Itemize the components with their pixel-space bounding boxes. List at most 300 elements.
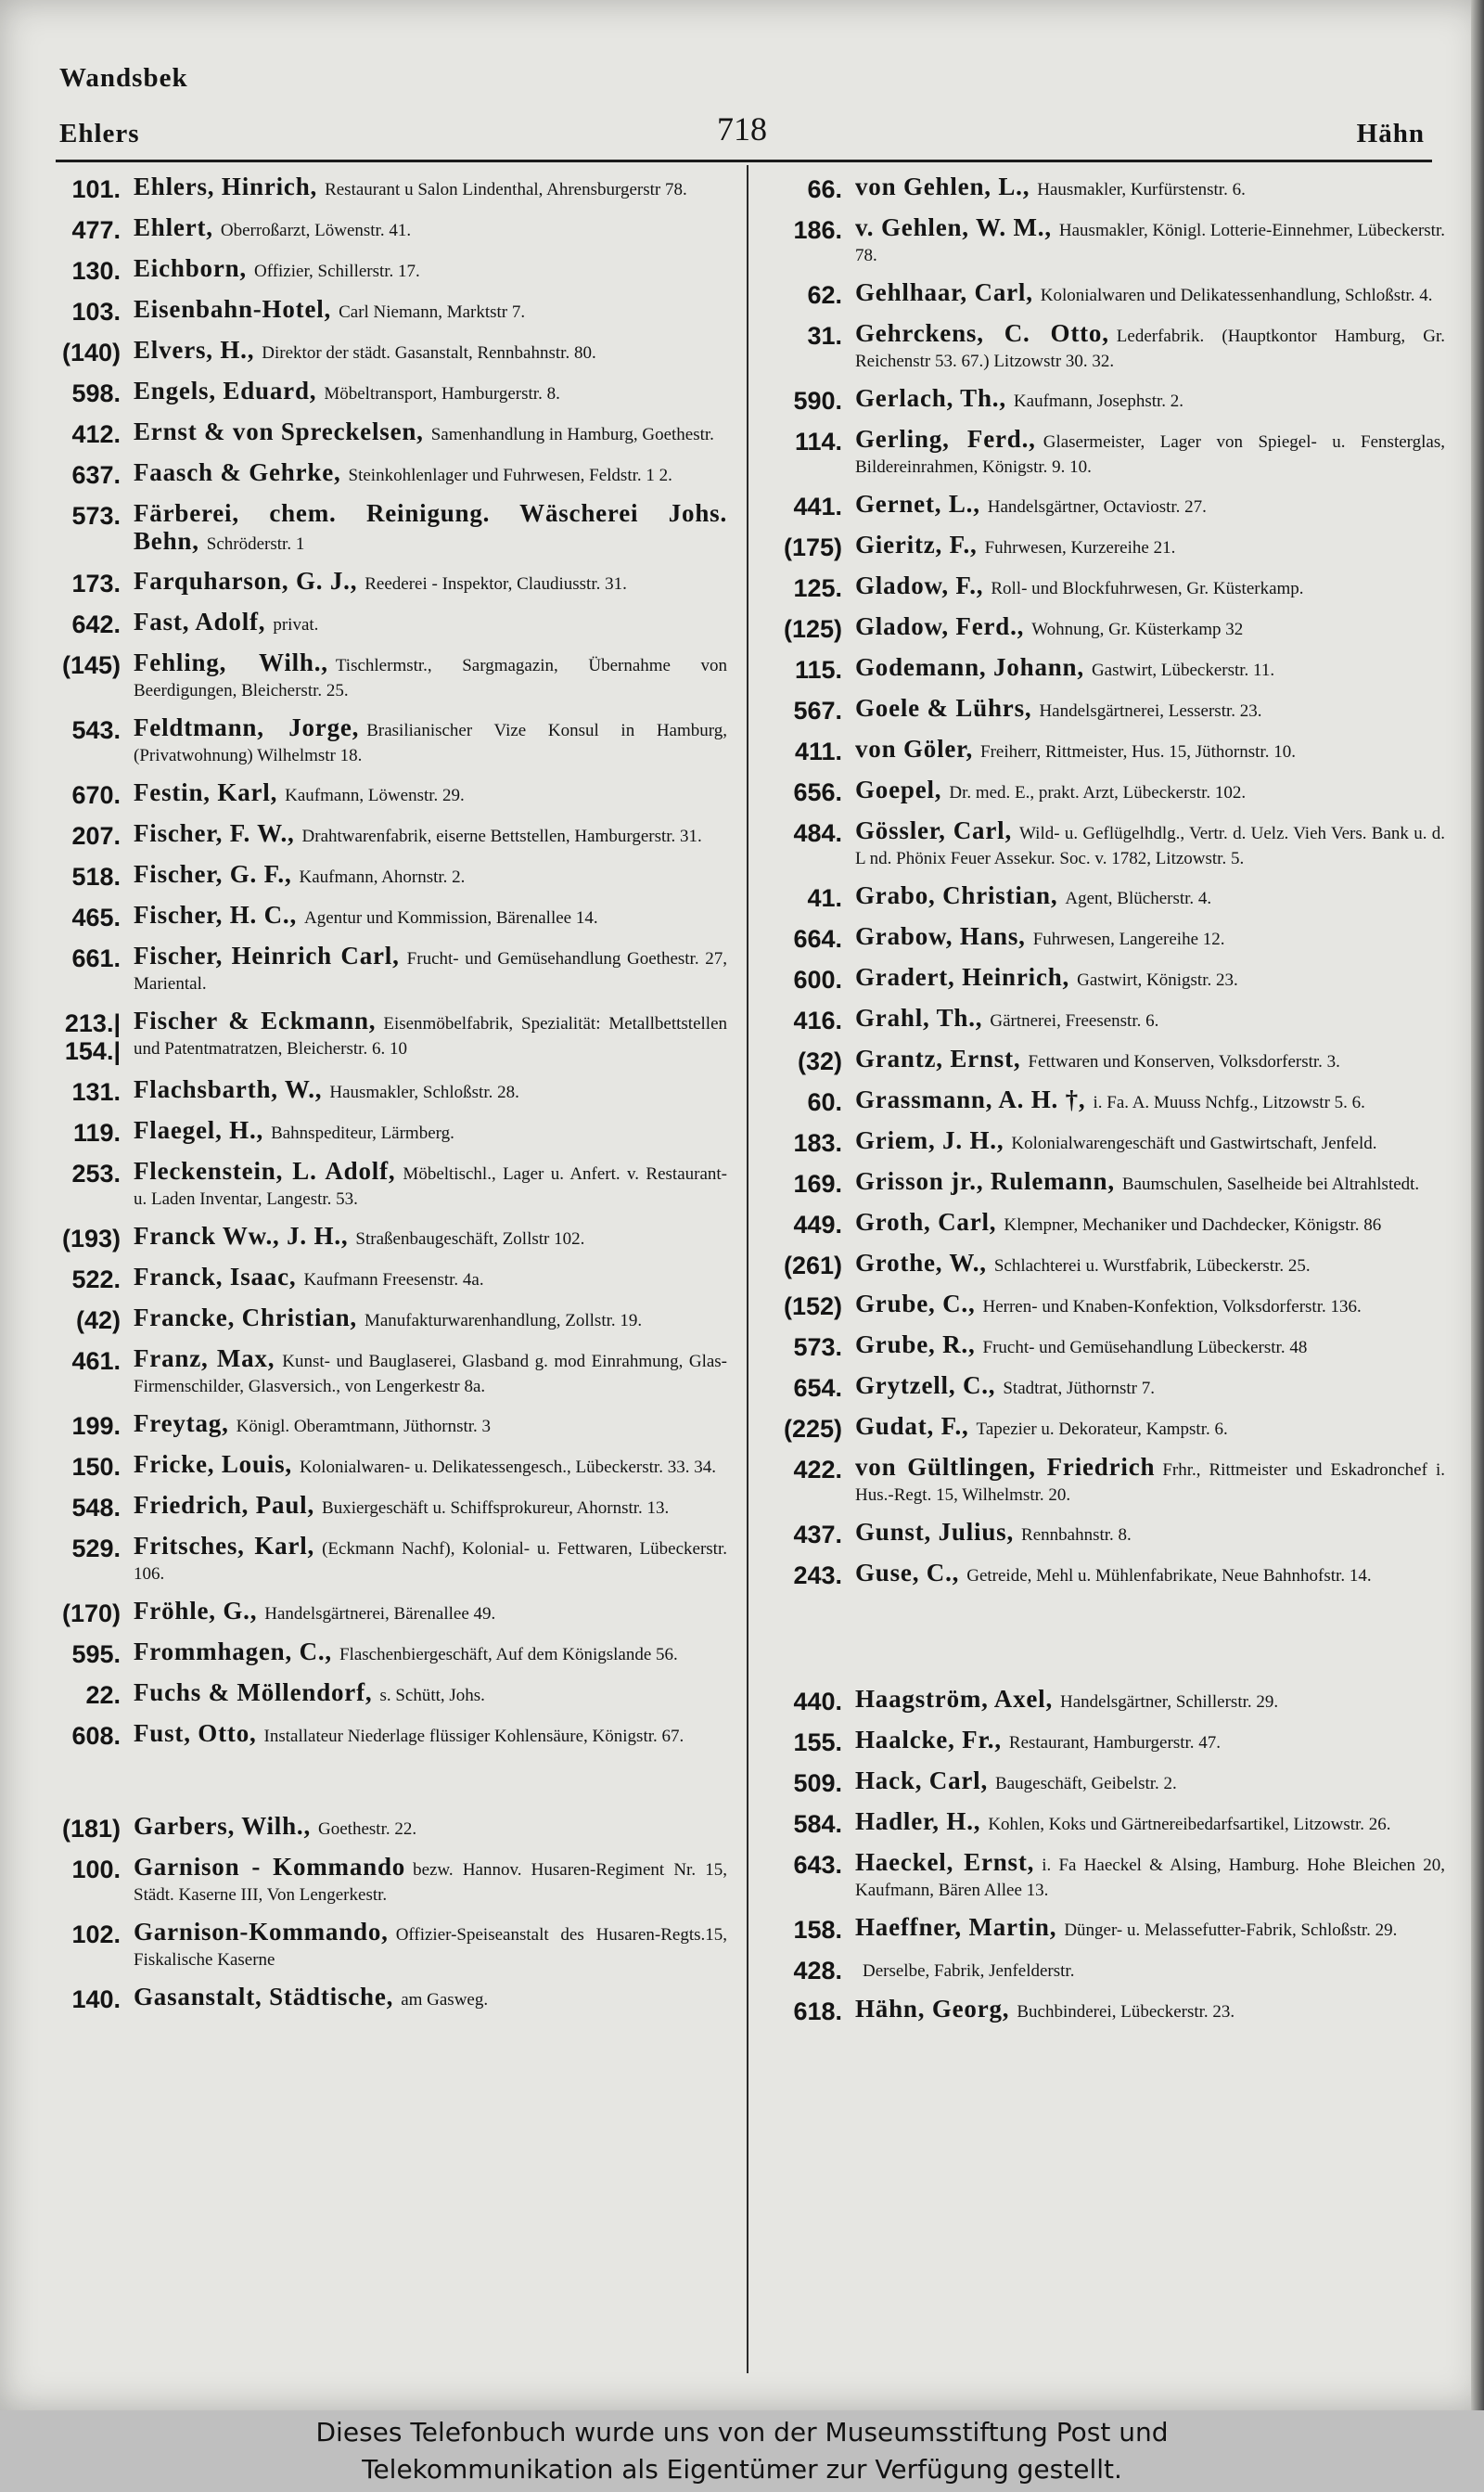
directory-entry bbox=[762, 965, 1445, 994]
entry-text bbox=[855, 737, 1445, 764]
phone-number: 600. bbox=[793, 966, 842, 994]
directory-entry bbox=[41, 903, 727, 931]
subscriber-detail: Dr. med. E., prakt. Arzt, Lübeckerstr. 102. bbox=[949, 783, 1247, 803]
directory-entry bbox=[762, 737, 1445, 765]
subscriber-name: Gudat, F., bbox=[855, 1412, 969, 1440]
directory-entry bbox=[762, 1210, 1445, 1239]
subscriber-detail: Hausmakler, Schloßstr. 28. bbox=[329, 1083, 519, 1102]
subscriber-name: Fuchs & Möllendorf, bbox=[134, 1678, 373, 1706]
directory-entry bbox=[762, 1956, 1445, 1985]
phone-number: 642. bbox=[71, 610, 121, 638]
subscriber-name: Grantz, Ernst, bbox=[855, 1045, 1021, 1073]
subscriber-name: Goele & Lührs, bbox=[855, 694, 1032, 722]
entry-text bbox=[855, 573, 1445, 601]
directory-entry bbox=[762, 215, 1445, 268]
directory-entry bbox=[762, 1332, 1445, 1361]
entry-text bbox=[855, 1809, 1445, 1837]
subscriber-name: Garnison - Kommando bbox=[134, 1853, 406, 1881]
town-heading: Wandsbek bbox=[59, 63, 188, 93]
subscriber-detail: Kaufmann Freesenstr. 4a. bbox=[303, 1270, 484, 1290]
entry-text bbox=[855, 386, 1445, 414]
phone-number: 441. bbox=[793, 493, 842, 520]
directory-entry bbox=[762, 1561, 1445, 1589]
entry-text bbox=[134, 215, 727, 243]
subscriber-detail: Brasilianischer Vize Konsul in Hamburg, (Privatwohnung) Wilhelmstr 18. bbox=[134, 721, 728, 765]
directory-entry bbox=[41, 379, 727, 407]
directory-entry bbox=[41, 715, 727, 768]
subscriber-detail: Frucht- und Gemüsehandlung Lübeckerstr. 48 bbox=[982, 1338, 1308, 1357]
subscriber-name: Friedrich, Paul, bbox=[134, 1491, 315, 1519]
subscriber-detail: Buxiergeschäft u. Schiffsprokureur, Ahornstr. 13. bbox=[322, 1498, 670, 1518]
phone-number: 416. bbox=[793, 1007, 842, 1034]
subscriber-name: Franck Ww., J. H., bbox=[134, 1222, 349, 1250]
phone-number: 618. bbox=[793, 1997, 842, 2025]
subscriber-name: Grothe, W., bbox=[855, 1249, 987, 1277]
phone-number: 150. bbox=[71, 1453, 121, 1481]
directory-entry bbox=[41, 1118, 727, 1147]
subscriber-detail: Möbeltischl., Lager u. Anfert. v. Restaurant- u. Laden Inventar, Langestr. 53. bbox=[134, 1164, 728, 1209]
entry-text bbox=[855, 1455, 1445, 1508]
phone-number: (181) bbox=[61, 1815, 121, 1843]
subscriber-detail: Fuhrwesen, Langereihe 12. bbox=[1032, 930, 1225, 949]
directory-entry bbox=[41, 1534, 727, 1586]
subscriber-detail: Gastwirt, Königstr. 23. bbox=[1077, 970, 1238, 990]
subscriber-name: Garbers, Wilh., bbox=[134, 1812, 312, 1840]
phone-number: 654. bbox=[793, 1374, 842, 1402]
entry-text bbox=[134, 1639, 727, 1667]
phone-number: 183. bbox=[793, 1129, 842, 1157]
entry-text bbox=[134, 1452, 727, 1480]
phone-number: 60. bbox=[807, 1088, 842, 1116]
subscriber-detail: Gärtnerei, Freesenstr. 6. bbox=[990, 1011, 1159, 1031]
directory-entry bbox=[762, 1687, 1445, 1715]
phone-number: 608. bbox=[71, 1722, 121, 1750]
subscriber-name: Fast, Adolf, bbox=[134, 608, 266, 636]
phone-number: 199. bbox=[71, 1412, 121, 1440]
directory-entry bbox=[762, 1251, 1445, 1279]
phone-number: 103. bbox=[71, 298, 121, 326]
entry-text bbox=[134, 1814, 727, 1842]
directory-entry bbox=[762, 321, 1445, 374]
directory-entry bbox=[762, 1850, 1445, 1903]
subscriber-name: Hadler, H., bbox=[855, 1807, 981, 1835]
entry-text bbox=[855, 174, 1445, 202]
entry-text bbox=[134, 1118, 727, 1146]
subscriber-detail: Goethestr. 22. bbox=[318, 1819, 417, 1839]
subscriber-name: Fleckenstein, L. Adolf, bbox=[134, 1157, 396, 1185]
subscriber-name: v. Gehlen, W. M., bbox=[855, 213, 1052, 241]
entry-text bbox=[855, 696, 1445, 724]
subscriber-detail: Hausmakler, Kurfürstenstr. 6. bbox=[1037, 180, 1246, 199]
entry-text bbox=[855, 1128, 1445, 1156]
directory-entry bbox=[762, 1997, 1445, 2025]
entry-text bbox=[134, 1008, 727, 1061]
right-column bbox=[762, 174, 1445, 2373]
subscriber-name: Gradert, Heinrich, bbox=[855, 963, 1070, 991]
phone-number: 253. bbox=[71, 1160, 121, 1188]
entry-text bbox=[855, 1561, 1445, 1588]
directory-entry bbox=[41, 1855, 727, 1908]
subscriber-name: Fritsches, Karl, bbox=[134, 1532, 315, 1560]
phone-number: 100. bbox=[71, 1856, 121, 1883]
subscriber-detail: Getreide, Mehl u. Mühlenfabrikate, Neue Bahnhofstr. 14. bbox=[966, 1566, 1372, 1586]
subscriber-name: Grube, R., bbox=[855, 1330, 976, 1358]
entry-text bbox=[134, 715, 727, 768]
directory-entry bbox=[762, 492, 1445, 520]
phone-number: (175) bbox=[783, 533, 842, 561]
entry-text bbox=[855, 777, 1445, 805]
subscriber-detail: Schröderstr. 1 bbox=[206, 534, 305, 554]
entry-text bbox=[855, 1414, 1445, 1442]
directory-entry bbox=[41, 1008, 727, 1065]
subscriber-detail: Offizier-Speiseanstalt des Husaren-Regts.15, Fiskalische Kaserne bbox=[134, 1925, 727, 1970]
subscriber-detail: privat. bbox=[273, 615, 319, 635]
directory-entry bbox=[41, 780, 727, 809]
entry-text bbox=[855, 280, 1445, 308]
subscriber-name: Fust, Otto, bbox=[134, 1719, 257, 1747]
subscriber-detail: Freiherr, Rittmeister, Hus. 15, Jüthornstr. 10. bbox=[980, 742, 1296, 762]
phone-number: 595. bbox=[71, 1640, 121, 1668]
directory-entry bbox=[41, 338, 727, 366]
subscriber-name: Festin, Karl, bbox=[134, 778, 278, 806]
footer-notice bbox=[0, 2410, 1484, 2492]
subscriber-detail: Baumschulen, Saselheide bei Altrahlstedt. bbox=[1121, 1175, 1420, 1194]
subscriber-detail: Glasermeister, Lager von Spiegel- u. Fensterglas, Bildereinrahmen, Königstr. 9. 10. bbox=[855, 432, 1445, 477]
subscriber-name: Franz, Max, bbox=[134, 1344, 275, 1372]
directory-entry bbox=[762, 533, 1445, 561]
phone-number: 598. bbox=[71, 379, 121, 407]
entry-text bbox=[134, 174, 727, 202]
subscriber-detail: Reederei - Inspektor, Claudiusstr. 31. bbox=[365, 574, 627, 594]
entry-text bbox=[134, 862, 727, 890]
directory-entry bbox=[41, 610, 727, 638]
subscriber-name: Francke, Christian, bbox=[134, 1304, 357, 1331]
phone-number: 125. bbox=[793, 574, 842, 602]
entry-text bbox=[134, 1411, 727, 1439]
entry-text bbox=[855, 1373, 1445, 1401]
phone-number: 411. bbox=[794, 738, 842, 765]
subscriber-name: Grube, C., bbox=[855, 1290, 976, 1317]
subscriber-detail: Handelsgärtner, Octaviostr. 27. bbox=[987, 497, 1207, 517]
phone-number: 131. bbox=[71, 1078, 121, 1106]
subscriber-name: Ehlert, bbox=[134, 213, 213, 241]
directory-entry bbox=[762, 777, 1445, 806]
phone-number: 213.| 154.| bbox=[64, 1009, 121, 1065]
directory-entry bbox=[762, 1291, 1445, 1320]
subscriber-detail: Tapezier u. Dekorateur, Kampstr. 6. bbox=[976, 1419, 1228, 1439]
subscriber-detail: Agentur und Kommission, Bärenallee 14. bbox=[304, 908, 598, 928]
directory-entry bbox=[41, 1265, 727, 1293]
subscriber-name: Grabo, Christian, bbox=[855, 881, 1058, 909]
subscriber-detail: Königl. Oberamtmann, Jüthornstr. 3 bbox=[236, 1417, 492, 1436]
entry-text bbox=[855, 1997, 1445, 2024]
subscriber-detail: Manufakturwarenhandlung, Zollstr. 19. bbox=[364, 1311, 643, 1330]
phone-number: 465. bbox=[71, 904, 121, 931]
entry-text bbox=[855, 1087, 1445, 1115]
directory-entry bbox=[762, 1455, 1445, 1508]
directory-entry bbox=[41, 419, 727, 448]
subscriber-name: Grytzell, C., bbox=[855, 1371, 996, 1399]
subscriber-detail: Schlachterei u. Wurstfabrik, Lübeckerstr. 25. bbox=[993, 1256, 1311, 1276]
phone-number: 518. bbox=[71, 863, 121, 891]
subscriber-detail: Kaufmann, Ahornstr. 2. bbox=[299, 867, 466, 887]
directory-entry bbox=[762, 280, 1445, 309]
subscriber-detail: Lederfabrik. (Hauptkontor Hamburg, Gr. Reichenstr 53. 67.) Litzowstr 30. 32. bbox=[855, 327, 1445, 371]
directory-entry bbox=[762, 655, 1445, 684]
entry-text bbox=[134, 1920, 727, 1972]
directory-entry bbox=[41, 1452, 727, 1481]
entry-text bbox=[855, 965, 1445, 993]
phone-number: 101. bbox=[71, 175, 121, 203]
phone-number: 155. bbox=[793, 1728, 842, 1756]
directory-entry bbox=[762, 1809, 1445, 1838]
entry-text bbox=[134, 903, 727, 931]
subscriber-name: Färberei, chem. Reinigung. Wäscherei Johs. Behn, bbox=[134, 499, 727, 555]
subscriber-name: Fischer, Heinrich Carl, bbox=[134, 942, 400, 970]
phone-number: 186. bbox=[793, 216, 842, 244]
subscriber-name: Gössler, Carl, bbox=[855, 816, 1012, 844]
phone-number: 548. bbox=[71, 1494, 121, 1522]
footer-line-2: Telekommunikation als Eigentümer zur Verfügung gestellt. bbox=[362, 2454, 1122, 2485]
subscriber-name: Grabow, Hans, bbox=[855, 922, 1026, 950]
directory-entry bbox=[762, 1414, 1445, 1443]
directory-entry bbox=[762, 174, 1445, 203]
subscriber-detail: Direktor der städt. Gasanstalt, Rennbahnstr. 80. bbox=[262, 343, 596, 363]
directory-entry bbox=[41, 1159, 727, 1212]
phone-number: 656. bbox=[793, 778, 842, 806]
running-head-right: Hähn bbox=[1356, 119, 1425, 148]
subscriber-detail: am Gasweg. bbox=[401, 1990, 489, 2010]
subscriber-detail: Kohlen, Koks und Gärtnereibedarfsartikel, Litzowstr. 26. bbox=[988, 1815, 1391, 1834]
entry-text bbox=[855, 1047, 1445, 1074]
subscriber-name: Haagström, Axel, bbox=[855, 1685, 1054, 1713]
subscriber-name: von Gültlingen, Friedrich bbox=[855, 1453, 1156, 1481]
phone-number: 477. bbox=[71, 216, 121, 244]
phone-number: 41. bbox=[807, 884, 842, 912]
entry-text bbox=[134, 297, 727, 325]
entry-text bbox=[855, 1006, 1445, 1034]
header-rule bbox=[56, 160, 1432, 162]
phone-number: 169. bbox=[793, 1170, 842, 1198]
phone-number: 140. bbox=[71, 1985, 121, 2013]
subscriber-name: Fischer & Eckmann, bbox=[134, 1007, 377, 1034]
directory-entry bbox=[41, 1346, 727, 1399]
phone-number: 670. bbox=[71, 781, 121, 809]
directory-entry bbox=[41, 944, 727, 996]
subscriber-detail: Kolonialwaren und Delikatessenhandlung, Schloßstr. 4. bbox=[1040, 286, 1433, 305]
entry-text bbox=[134, 944, 727, 996]
entry-text bbox=[134, 650, 727, 703]
entry-text bbox=[855, 1210, 1445, 1238]
phone-number: (140) bbox=[61, 339, 121, 366]
subscriber-detail: Tischlermstr., Sargmagazin, Übernahme von Beerdigungen, Bleicherstr. 25. bbox=[134, 656, 728, 700]
subscriber-name: Ernst & von Spreckelsen, bbox=[134, 417, 424, 445]
subscriber-detail: Installateur Niederlage flüssiger Kohlensäure, Königstr. 67. bbox=[263, 1727, 684, 1746]
subscriber-name: Franck, Isaac, bbox=[134, 1263, 297, 1291]
subscriber-detail: Möbeltransport, Hamburgerstr. 8. bbox=[324, 384, 560, 404]
entry-text bbox=[134, 1680, 727, 1708]
subscriber-detail: Steinkohlenlager und Fuhrwesen, Feldstr. 1 2. bbox=[348, 466, 672, 485]
subscriber-detail: Samenhandlung in Hamburg, Goethestr. bbox=[430, 425, 714, 444]
entry-text bbox=[134, 569, 727, 597]
phone-number: 573. bbox=[71, 502, 121, 530]
subscriber-detail: Wild- u. Geflügelhdlg., Vertr. d. Uelz. Vieh Vers. Bank u. d. L nd. Phönix Feuer Assekur. Soc. v. 1782, Litzowstr. 5. bbox=[855, 824, 1445, 868]
running-head-left: Ehlers bbox=[59, 119, 140, 148]
phone-number: 529. bbox=[71, 1535, 121, 1562]
directory-entry bbox=[762, 386, 1445, 415]
subscriber-detail: i. Fa Haeckel & Alsing, Hamburg. Hohe Bleichen 20, Kaufmann, Bären Allee 13. bbox=[855, 1856, 1445, 1900]
subscriber-detail: Klempner, Mechaniker und Dachdecker, Königstr. 86 bbox=[1004, 1215, 1382, 1235]
entry-text bbox=[134, 610, 727, 637]
directory-entry bbox=[41, 1224, 727, 1252]
subscriber-name: Farquharson, G. J., bbox=[134, 567, 358, 595]
entry-text bbox=[855, 1956, 1445, 1984]
column-divider bbox=[747, 165, 748, 2373]
subscriber-detail: Handelsgärtnerei, Lesserstr. 23. bbox=[1039, 701, 1262, 721]
phone-number: 207. bbox=[71, 822, 121, 850]
entry-text bbox=[134, 1159, 727, 1212]
subscriber-detail: Derselbe, Fabrik, Jenfelderstr. bbox=[863, 1961, 1075, 1981]
subscriber-detail: i. Fa. A. Muuss Nchfg., Litzowstr 5. 6. bbox=[1093, 1093, 1365, 1112]
entry-text bbox=[855, 1915, 1445, 1943]
directory-entry bbox=[762, 573, 1445, 602]
entry-text bbox=[855, 614, 1445, 642]
subscriber-name: von Gehlen, L., bbox=[855, 173, 1030, 200]
left-column bbox=[41, 174, 727, 2373]
entry-text bbox=[134, 1493, 727, 1521]
subscriber-name: Grassmann, A. H. †, bbox=[855, 1085, 1086, 1113]
entry-text bbox=[855, 1687, 1445, 1715]
entry-text bbox=[134, 460, 727, 488]
phone-number: 158. bbox=[793, 1916, 842, 1944]
directory-entry bbox=[41, 821, 727, 850]
subscriber-detail: Bahnspediteur, Lärmberg. bbox=[271, 1124, 454, 1143]
entry-text bbox=[134, 1721, 727, 1749]
directory-entry bbox=[762, 1047, 1445, 1075]
subscriber-name: Fricke, Louis, bbox=[134, 1450, 292, 1478]
entry-text bbox=[134, 1534, 727, 1586]
letter-section-gap bbox=[762, 1601, 1445, 1687]
subscriber-name: Flachsbarth, W., bbox=[134, 1075, 323, 1103]
phone-number: 114. bbox=[794, 428, 842, 456]
subscriber-detail: (Eckmann Nachf), Kolonial- u. Fettwaren, Lübeckerstr. 106. bbox=[134, 1539, 727, 1584]
phone-number: 484. bbox=[793, 819, 842, 847]
phone-number: (225) bbox=[783, 1415, 842, 1443]
subscriber-detail: s. Schütt, Johs. bbox=[379, 1686, 485, 1705]
subscriber-detail: Straßenbaugeschäft, Zollstr 102. bbox=[355, 1229, 585, 1249]
subscriber-name: Guse, C., bbox=[855, 1559, 960, 1586]
directory-entry bbox=[41, 650, 727, 703]
subscriber-detail: Carl Niemann, Marktstr 7. bbox=[339, 302, 526, 322]
subscriber-name: Hähn, Georg, bbox=[855, 1995, 1010, 2023]
subscriber-name: Griem, J. H., bbox=[855, 1126, 1004, 1154]
directory-entry bbox=[41, 1305, 727, 1334]
entry-text bbox=[134, 821, 727, 849]
phone-number: 66. bbox=[807, 175, 842, 203]
subscriber-name: Groth, Carl, bbox=[855, 1208, 997, 1236]
entry-text bbox=[855, 818, 1445, 871]
subscriber-detail: Gastwirt, Lübeckerstr. 11. bbox=[1091, 661, 1275, 680]
subscriber-name: Elvers, H., bbox=[134, 336, 255, 364]
subscriber-detail: Kaufmann, Löwenstr. 29. bbox=[285, 786, 465, 805]
subscriber-detail: Eisenmöbelfabrik, Spezialität: Metallbettstellen und Patentmatratzen, Bleicherstr. 6. 10 bbox=[134, 1014, 727, 1059]
subscriber-detail: Herren- und Knaben-Konfektion, Volksdorferstr. 136. bbox=[982, 1297, 1362, 1317]
subscriber-name: Haalcke, Fr., bbox=[855, 1726, 1002, 1753]
subscriber-name: Haeffner, Martin, bbox=[855, 1913, 1057, 1941]
subscriber-name: Hack, Carl, bbox=[855, 1766, 989, 1794]
entry-text bbox=[855, 1332, 1445, 1360]
subscriber-name: Godemann, Johann, bbox=[855, 653, 1084, 681]
subscriber-name: Haeckel, Ernst, bbox=[855, 1848, 1035, 1876]
subscriber-name: Fischer, H. C., bbox=[134, 901, 297, 929]
directory-entry bbox=[41, 569, 727, 597]
subscriber-name: von Göler, bbox=[855, 735, 974, 763]
subscriber-detail: Kolonialwarengeschäft und Gastwirtschaft, Jenfeld. bbox=[1011, 1134, 1377, 1153]
entry-text bbox=[855, 655, 1445, 683]
subscriber-detail: Flaschenbiergeschäft, Auf dem Königslande 56. bbox=[339, 1645, 678, 1664]
subscriber-name: Garnison-Kommando, bbox=[134, 1918, 389, 1946]
phone-number: (32) bbox=[797, 1047, 842, 1075]
phone-number: (261) bbox=[783, 1252, 842, 1279]
subscriber-detail: Fuhrwesen, Kurzereihe 21. bbox=[984, 538, 1176, 558]
entry-text bbox=[134, 1855, 727, 1908]
subscriber-name: Gasanstalt, Städtische, bbox=[134, 1983, 394, 2010]
directory-entry bbox=[41, 1493, 727, 1522]
directory-entry bbox=[762, 1006, 1445, 1034]
directory-entry bbox=[762, 1373, 1445, 1402]
phone-number: 243. bbox=[793, 1561, 842, 1589]
footer-line-1: Dieses Telefonbuch wurde uns von der Museumsstiftung Post und bbox=[315, 2417, 1169, 2447]
phone-number: 422. bbox=[793, 1456, 842, 1484]
entry-text bbox=[855, 1728, 1445, 1755]
subscriber-detail: Handelsgärtner, Schillerstr. 29. bbox=[1060, 1692, 1279, 1712]
phone-number: 509. bbox=[793, 1769, 842, 1797]
phone-number: 584. bbox=[793, 1810, 842, 1838]
subscriber-detail: Kaufmann, Josephstr. 2. bbox=[1013, 392, 1184, 411]
phone-number: 543. bbox=[71, 716, 121, 744]
directory-entry bbox=[762, 696, 1445, 725]
subscriber-name: Gerlach, Th., bbox=[855, 384, 1006, 412]
entry-text bbox=[134, 1305, 727, 1333]
phone-number: 115. bbox=[794, 656, 842, 684]
phone-number: 590. bbox=[793, 387, 842, 415]
directory-entry bbox=[41, 1920, 727, 1972]
subscriber-detail: bezw. Hannov. Husaren-Regiment Nr. 15, Städt. Kaserne III, Von Lengerkestr. bbox=[134, 1860, 727, 1905]
phone-number: 449. bbox=[793, 1211, 842, 1239]
directory-entry bbox=[762, 1728, 1445, 1756]
entry-text bbox=[855, 883, 1445, 911]
entry-text bbox=[134, 338, 727, 366]
subscriber-name: Grisson jr., Rulemann, bbox=[855, 1167, 1115, 1195]
subscriber-detail: Rennbahnstr. 8. bbox=[1021, 1525, 1132, 1545]
subscriber-detail: Drahtwarenfabrik, eiserne Bettstellen, Hamburgerstr. 31. bbox=[301, 827, 702, 846]
directory-entry bbox=[41, 1985, 727, 2013]
entry-text bbox=[134, 1224, 727, 1252]
subscriber-name: Eisenbahn-Hotel, bbox=[134, 295, 332, 323]
directory-entry bbox=[762, 427, 1445, 480]
phone-number: 173. bbox=[71, 570, 121, 597]
entry-text bbox=[134, 419, 727, 447]
phone-number: 130. bbox=[71, 257, 121, 285]
entry-text bbox=[855, 492, 1445, 520]
phone-number: 637. bbox=[71, 461, 121, 489]
directory-entry bbox=[762, 818, 1445, 871]
subscriber-name: Fischer, F. W., bbox=[134, 819, 295, 847]
subscriber-name: Flaegel, H., bbox=[134, 1116, 264, 1144]
subscriber-detail: Offizier, Schillerstr. 17. bbox=[253, 262, 420, 281]
subscriber-name: Fröhle, G., bbox=[134, 1597, 258, 1625]
directory-entry bbox=[762, 1520, 1445, 1548]
